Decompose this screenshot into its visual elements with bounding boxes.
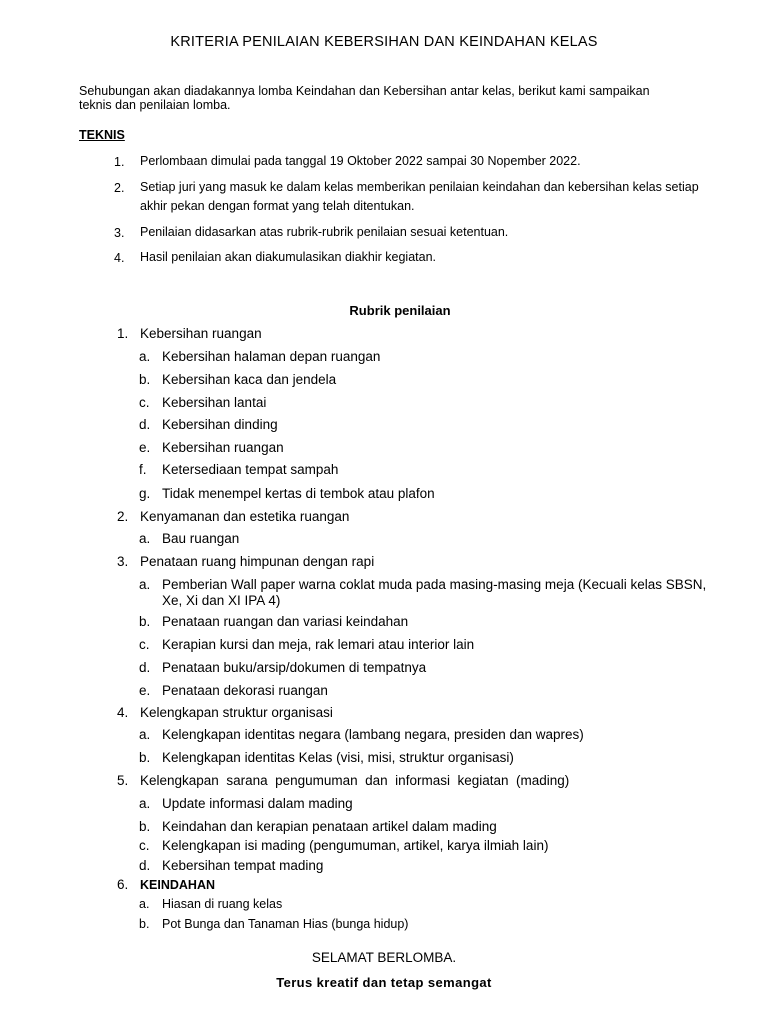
teknis-item-number: 1. (114, 155, 125, 169)
intro-paragraph: Sehubungan akan diadakannya lomba Keindahan dan Kebersihan antar kelas, berikut kami sampaikan teknis dan penilaian lomba. (79, 84, 650, 112)
rubrik-item-number: 3. (117, 554, 129, 569)
rubrik-subitem-text: Bau ruangan (162, 531, 240, 546)
rubrik-subitem-text: Penataan dekorasi ruangan (162, 683, 328, 698)
rubrik-item-number: 2. (117, 509, 129, 524)
rubrik-item-text: Kenyamanan dan estetika ruangan (140, 509, 350, 524)
teknis-item-text: Hasil penilaian akan diakumulasikan diakhir kegiatan. (140, 250, 437, 264)
rubrik-subitem-text: Kebersihan ruangan (162, 440, 284, 455)
rubrik-subitem-letter: a. (139, 796, 151, 811)
rubrik-item-text: Penataan ruang himpunan dengan rapi (140, 554, 375, 569)
teknis-heading: TEKNIS (79, 128, 125, 142)
rubrik-subitem-letter: c. (139, 838, 150, 853)
rubrik-subitem-text: Hiasan di ruang kelas (162, 897, 283, 911)
rubrik-subitem-letter: c. (139, 637, 150, 652)
rubrik-subitem-letter: b. (139, 819, 151, 834)
rubrik-item-number: 1. (117, 326, 129, 341)
rubrik-item-number: 6. (117, 877, 129, 892)
rubrik-subitem-text: Kebersihan halaman depan ruangan (162, 349, 381, 364)
teknis-item-number: 2. (114, 181, 125, 195)
rubrik-subitem-letter: d. (139, 858, 151, 873)
rubrik-item-text: KEINDAHAN (140, 878, 215, 892)
rubrik-subitem-letter: b. (139, 614, 151, 629)
page-title: KRITERIA PENILAIAN KEBERSIHAN DAN KEINDAHAN KELAS (170, 34, 598, 50)
teknis-item-text: Penilaian didasarkan atas rubrik-rubrik penilaian sesuai ketentuan. (140, 225, 509, 239)
rubrik-subitem-letter: a. (139, 531, 151, 546)
rubrik-subitem-letter: g. (139, 486, 151, 501)
rubrik-subitem-letter: d. (139, 660, 151, 675)
rubrik-subitem-letter: b. (139, 372, 151, 387)
teknis-item-number: 3. (114, 226, 125, 240)
rubrik-subitem-text: Kebersihan tempat mading (162, 858, 324, 873)
rubrik-subitem-text: Pemberian Wall paper warna coklat muda pada masing-masing meja (Kecuali kelas SBSN, Xe, Xi dan XI IPA 4) (162, 577, 707, 608)
rubrik-item-number: 5. (117, 773, 129, 788)
rubrik-heading: Rubrik penilaian (349, 303, 451, 318)
rubrik-subitem-text: Kebersihan lantai (162, 395, 267, 410)
rubrik-subitem-text: Kerapian kursi dan meja, rak lemari atau interior lain (162, 637, 475, 652)
rubrik-subitem-text: Kelengkapan identitas Kelas (visi, misi, struktur organisasi) (162, 750, 514, 765)
rubrik-subitem-letter: b. (139, 750, 151, 765)
rubrik-item-number: 4. (117, 705, 129, 720)
closing-line: SELAMAT BERLOMBA. (311, 950, 457, 965)
rubrik-subitem-text: Kelengkapan isi mading (pengumuman, artikel, karya ilmiah lain) (162, 838, 549, 853)
rubrik-subitem-letter: a. (139, 897, 150, 911)
rubrik-subitem-text: Penataan buku/arsip/dokumen di tempatnya (162, 660, 427, 675)
rubrik-subitem-text: Ketersediaan tempat sampah (162, 462, 339, 477)
rubrik-subitem-letter: d. (139, 417, 151, 432)
rubrik-item-text: Kebersihan ruangan (140, 326, 262, 341)
rubrik-subitem-letter: b. (139, 917, 150, 931)
rubrik-item-text: Kelengkapan struktur organisasi (140, 705, 333, 720)
rubrik-subitem-text: Kelengkapan identitas negara (lambang negara, presiden dan wapres) (162, 727, 584, 742)
rubrik-subitem-letter: a. (139, 349, 151, 364)
rubrik-subitem-letter: a. (139, 577, 151, 592)
rubrik-subitem-letter: e. (139, 683, 151, 698)
rubrik-subitem-letter: a. (139, 727, 151, 742)
rubrik-subitem-text: Penataan ruangan dan variasi keindahan (162, 614, 409, 629)
rubrik-subitem-letter: e. (139, 440, 151, 455)
closing-motto: Terus kreatif dan tetap semangat (276, 975, 492, 990)
rubrik-subitem-text: Kebersihan dinding (162, 417, 278, 432)
teknis-item-number: 4. (114, 251, 125, 265)
rubrik-subitem-letter: c. (139, 395, 150, 410)
rubrik-subitem-text: Tidak menempel kertas di tembok atau plafon (162, 486, 435, 501)
rubrik-subitem-text: Update informasi dalam mading (162, 796, 353, 811)
rubrik-subitem-text: Kebersihan kaca dan jendela (162, 372, 337, 387)
rubrik-item-text: Kelengkapan sarana pengumuman dan informasi kegiatan (mading) (140, 773, 570, 788)
rubrik-subitem-text: Keindahan dan kerapian penataan artikel dalam mading (162, 819, 497, 834)
rubrik-subitem-letter: f. (139, 462, 147, 477)
rubrik-subitem-text: Pot Bunga dan Tanaman Hias (bunga hidup) (162, 917, 409, 931)
teknis-item-text: Setiap juri yang masuk ke dalam kelas memberikan penilaian keindahan dan kebersihan kelas setiap akhir pekan dengan format yang telah ditentukan. (140, 180, 699, 213)
teknis-item-text: Perlombaan dimulai pada tanggal 19 Oktober 2022 sampai 30 Nopember 2022. (140, 154, 581, 168)
